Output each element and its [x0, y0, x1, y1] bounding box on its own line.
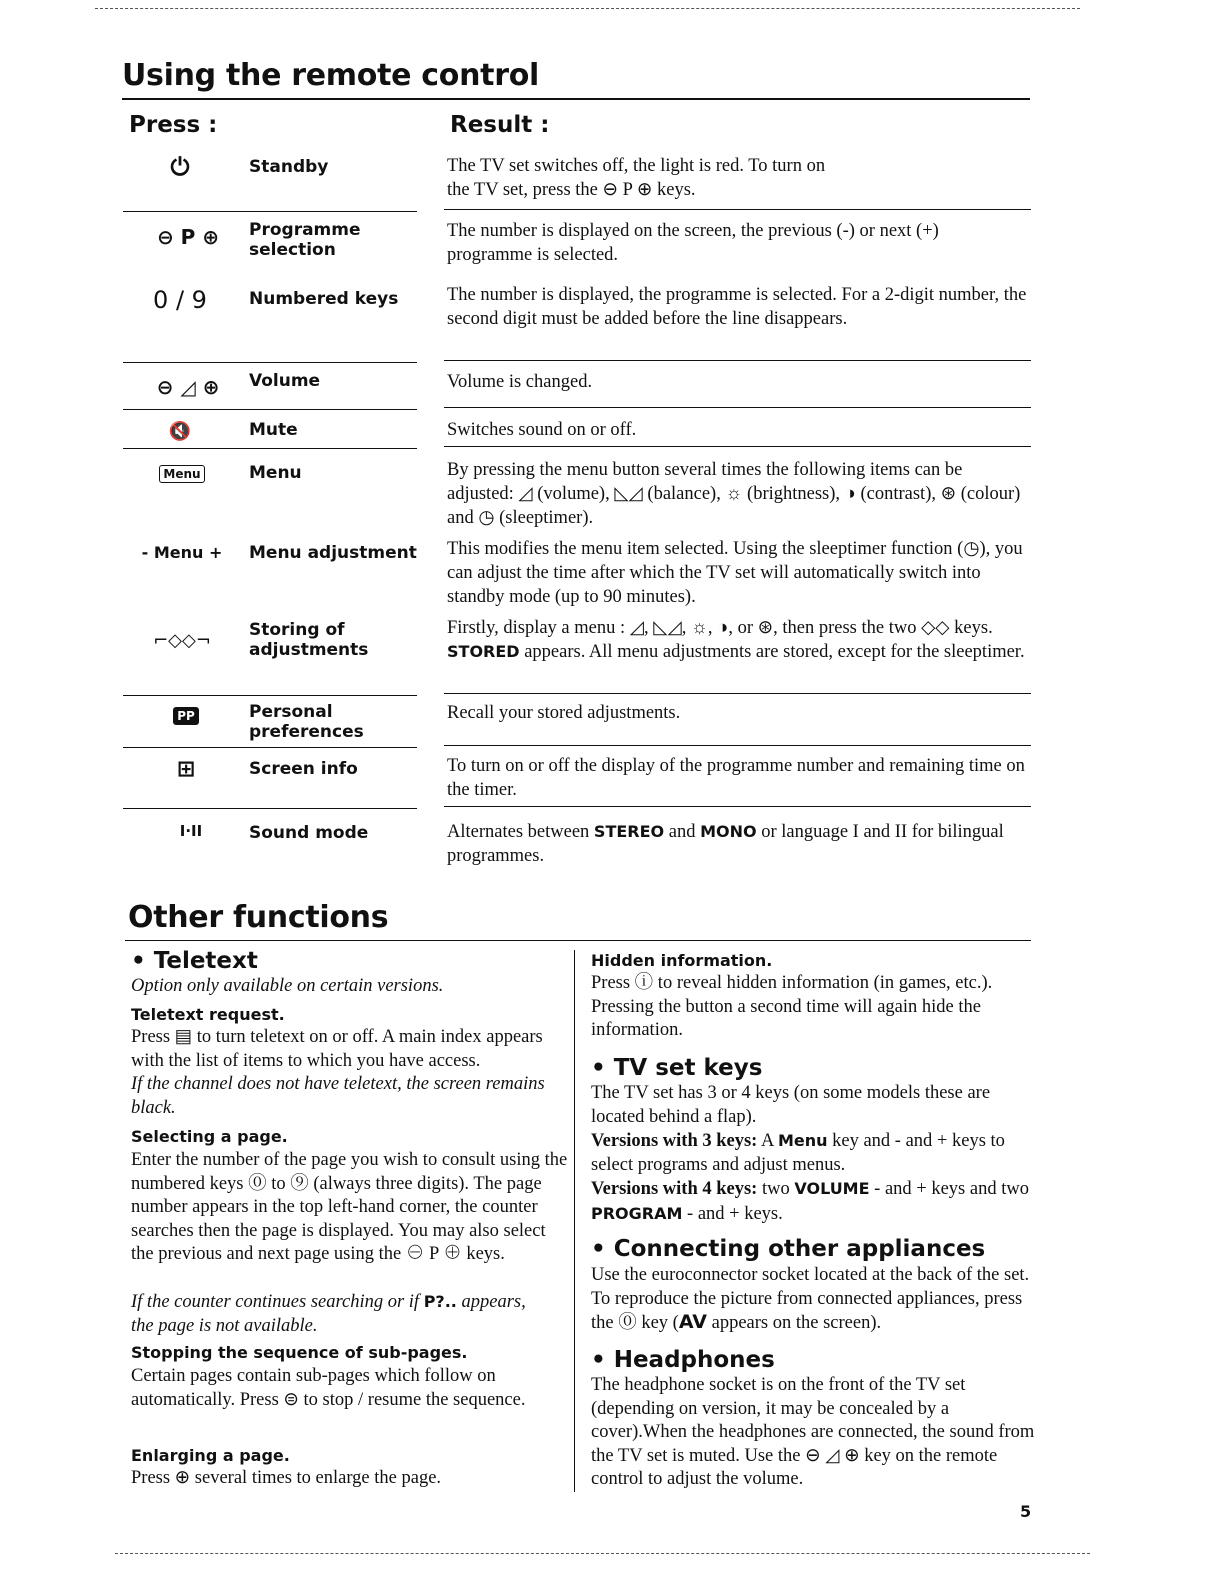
connecting-heading: • Connecting other appliances: [591, 1236, 986, 1262]
separator-right: [444, 745, 1031, 746]
stop-subpages-heading: Stopping the sequence of sub-pages.: [131, 1343, 468, 1362]
row-label-screen-info: Screen info: [249, 759, 358, 779]
row-result-storing: [447, 616, 1027, 664]
pp-key-label: PP: [173, 707, 199, 725]
stop-subpages-text: Certain pages contain sub-pages which follow on automatically. Press ⊜ to stop / resume the sequence.: [131, 1366, 526, 1410]
standby-icon: ⏻: [170, 153, 190, 181]
row-result-volume: Volume is changed.: [447, 372, 593, 392]
storing-text-1: Firstly, display a menu : ◿, ◺◿, ☼, ◑, or ⊛, then press the two ◇◇ keys.: [447, 618, 993, 638]
page-number: 5: [1020, 1502, 1032, 1521]
program-keyword: PROGRAM: [591, 1203, 683, 1223]
av-keyword: AV: [678, 1311, 707, 1333]
sound-text-1: Alternates between: [447, 822, 590, 842]
row-label-numbered: Numbered keys: [249, 289, 399, 309]
connecting-text-1: Use the euroconnector socket located at the back of the set. To reproduce the picture from connected appliances, press the ⓪ key (: [591, 1265, 1030, 1333]
personal-pref-icon: [166, 704, 206, 725]
separator-right: [444, 360, 1031, 361]
row-result-screen-info: To turn on or off the display of the programme number and remaining time on the timer.: [447, 756, 1025, 800]
hidden-info-text: Press ⓘ to reveal hidden information (in games, etc.). Pressing the button a second time will again hide the information.: [591, 973, 993, 1040]
enlarge-page-heading: Enlarging a page.: [131, 1446, 290, 1465]
other-functions-rule: [125, 940, 1031, 941]
headphones-heading: • Headphones: [591, 1347, 775, 1373]
screen-info-icon: ⊞: [176, 757, 196, 782]
separator-right: [444, 693, 1031, 694]
select-page-note: [131, 1290, 551, 1338]
menu-adjust-icon: - Menu +: [141, 543, 223, 562]
volume-keys-icon: ⊖ ◿ ⊕: [156, 375, 220, 399]
row-result-standby: The TV set switches off, the light is red. To turn on the TV set, press the ⊖ P ⊕ keys.: [447, 156, 826, 200]
row-result-numbered: The number is displayed, the programme is selected. For a 2-digit number, the second digit must be added before the line disappears.: [447, 285, 1027, 329]
mono-keyword: MONO: [700, 822, 757, 841]
connecting-text-2: appears on the screen).: [711, 1313, 882, 1333]
scan-artifact-top: [95, 8, 1080, 9]
separator-left: [123, 695, 417, 696]
separator-left: [123, 747, 417, 748]
hidden-info-heading: Hidden information.: [591, 951, 773, 970]
mute-icon: 🔇: [168, 421, 192, 442]
separator-left: [123, 362, 417, 363]
v4-a: two: [761, 1179, 790, 1199]
title-rule: [122, 98, 1030, 100]
row-result-menu: By pressing the menu button several times the following items can be adjusted: ◿ (volume), ◺◿ (balance), ☼ (brightness), ◑ (contrast), ⊛ (colour) and ◷ (sleeptimer).: [447, 460, 1021, 528]
separator-left: [123, 409, 417, 410]
stored-keyword: STORED: [447, 642, 520, 661]
teletext-heading: • Teletext: [131, 948, 258, 974]
row-label-sound-mode: Sound mode: [249, 823, 369, 843]
row-label-storing: Storing of adjustments: [249, 620, 369, 660]
tv-keys-v3: [591, 1129, 1041, 1177]
numbered-keys-icon: 0 / 9: [153, 286, 207, 314]
page-title: Using the remote control: [122, 58, 539, 93]
menu-key-icon: [158, 462, 206, 483]
other-functions-title: Other functions: [128, 900, 389, 935]
store-keys-icon: ⌐◇◇¬: [153, 630, 211, 651]
press-header: Press :: [129, 112, 218, 138]
separator-left: [123, 808, 417, 809]
p-search-keyword: P?..: [423, 1292, 457, 1311]
row-label-volume: Volume: [249, 371, 321, 391]
v4-text-2: - and + keys.: [687, 1203, 783, 1224]
result-header: Result :: [450, 112, 550, 138]
tv-keys-heading: • TV set keys: [591, 1055, 763, 1081]
sound-text-3: or language I and II for bilingual programmes.: [447, 822, 1004, 866]
row-label-menu: Menu: [249, 463, 302, 483]
v4-text-1: - and + keys and two: [874, 1179, 1029, 1199]
separator-right: [444, 209, 1031, 210]
sound-text-2: and: [668, 822, 696, 842]
volume-keyword: VOLUME: [794, 1179, 870, 1198]
enlarge-page-text: Press ⊕ several times to enlarge the page.: [131, 1468, 442, 1488]
row-label-programme: Programme selection: [249, 220, 361, 260]
select-page-text: Enter the number of the page you wish to consult using the numbered keys ⓪ to ⑨ (always three digits). The page number appears in the top left-hand corner, the counter searches then the page is displayed. You may also select the previous and next page using the ⊖ P ⊕ keys.: [131, 1150, 568, 1264]
teletext-note: Option only available on certain versions.: [131, 976, 444, 996]
row-result-personal: Recall your stored adjustments.: [447, 703, 681, 723]
separator-right: [444, 446, 1031, 447]
v3-a: A: [760, 1131, 774, 1151]
row-result-mute: Switches sound on or off.: [447, 420, 637, 440]
select-note-1: If the counter continues searching or if: [131, 1292, 420, 1312]
v3-text: key and - and + keys to select programs and adjust menus.: [591, 1131, 1005, 1175]
programme-keys-icon: ⊖ P ⊕: [156, 225, 220, 249]
v4-lead: Versions with 4 keys:: [591, 1179, 758, 1199]
column-divider: [574, 950, 575, 1492]
storing-text-2: appears. All menu adjustments are stored, except for the sleeptimer.: [524, 642, 1025, 662]
stereo-keyword: STEREO: [593, 822, 665, 841]
select-note-2: appears, the page is not available.: [131, 1292, 526, 1336]
headphones-text: The headphone socket is on the front of the TV set (depending on version, it may be concealed by a cover).When the headphones are connected, the sound from the TV set is muted. Use the ⊖ ◿ ⊕ key on the remote control to adjust the volume.: [591, 1375, 1035, 1489]
scan-artifact-bottom: [115, 1553, 1090, 1554]
row-label-mute: Mute: [249, 420, 298, 440]
row-result-sound-mode: [447, 820, 1027, 868]
menu-key-label: Menu: [159, 465, 204, 483]
separator-left: [123, 211, 417, 212]
teletext-request-heading: Teletext request.: [131, 1005, 285, 1024]
row-result-programme: The number is displayed on the screen, the previous (-) or next (+) programme is selected.: [447, 221, 939, 265]
menu-keyword: Menu: [777, 1131, 828, 1150]
separator-left: [123, 448, 417, 449]
tv-keys-text: The TV set has 3 or 4 keys (on some models these are located behind a flap).: [591, 1083, 991, 1127]
row-label-menu-adjust: Menu adjustment: [249, 543, 417, 563]
separator-right: [444, 806, 1031, 807]
v3-lead: Versions with 3 keys:: [591, 1131, 758, 1151]
row-label-standby: Standby: [249, 157, 329, 177]
teletext-request-text: Press ▤ to turn teletext on or off. A main index appears with the list of items to which you have access.: [131, 1027, 543, 1071]
tv-keys-v4: [591, 1177, 1041, 1226]
row-label-personal: Personal preferences: [249, 702, 364, 742]
separator-right: [444, 407, 1031, 408]
select-page-heading: Selecting a page.: [131, 1127, 288, 1146]
sound-mode-icon: I·II: [179, 822, 203, 840]
teletext-request-note: If the channel does not have teletext, the screen remains black.: [131, 1074, 545, 1118]
row-result-menu-adjust: This modifies the menu item selected. Using the sleeptimer function (◷), you can adjust the time after which the TV set will automatically switch into standby mode (up to 90 minutes).: [447, 539, 1023, 607]
connecting-text: [591, 1264, 1046, 1336]
